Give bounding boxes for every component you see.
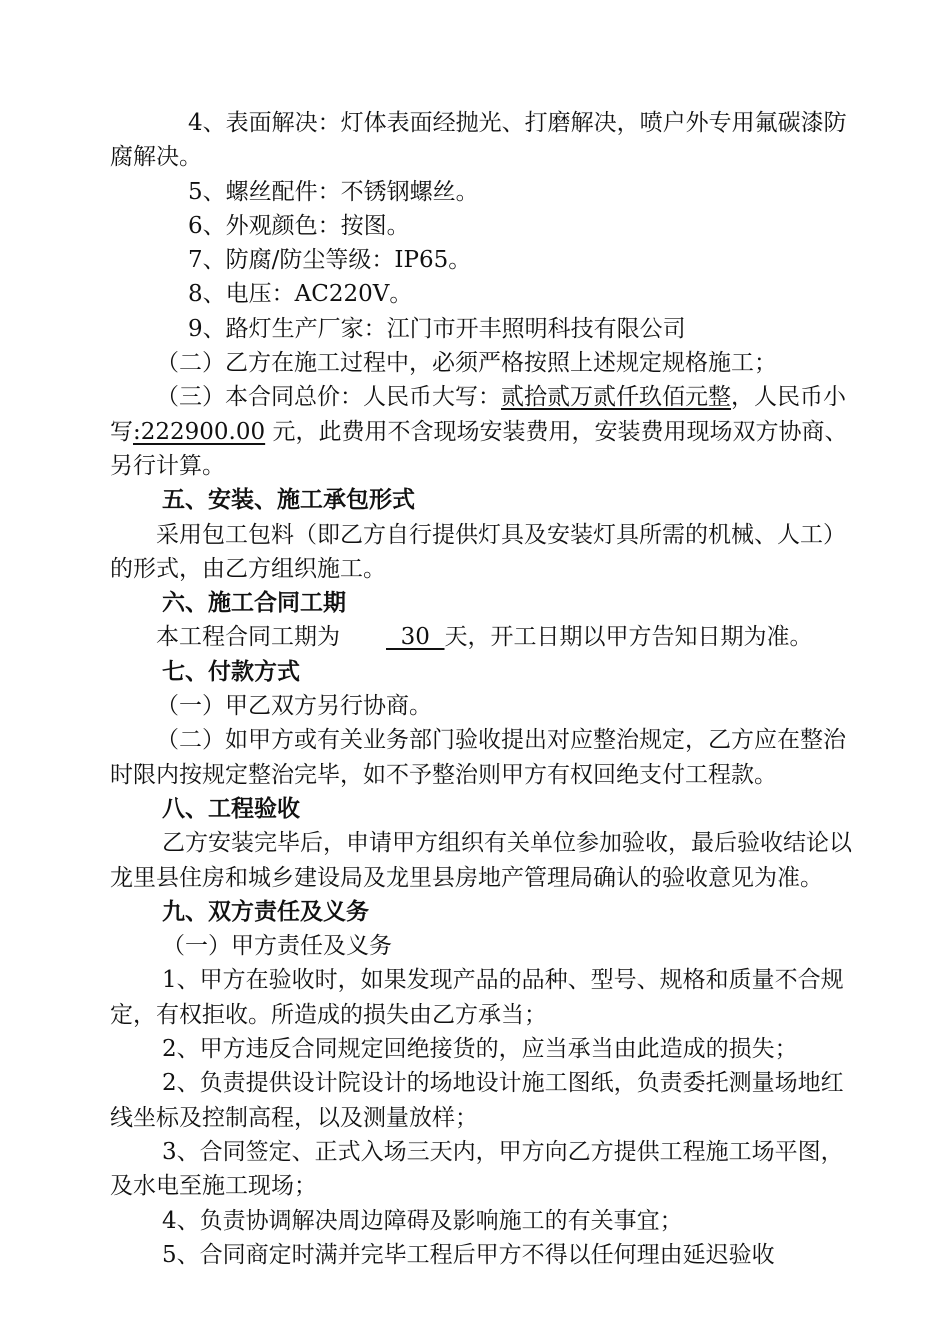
duration-suffix: 天，开工日期以甲方告知日期为准。 — [444, 624, 813, 651]
price-lowercase: :222900.00 — [133, 418, 266, 445]
section-8-body: 乙方安装完毕后，申请甲方组织有关单位参加验收，最后验收结论以龙里县住房和城乡建设局及龙里县房地产管理局确认的验收意见为准。 — [110, 830, 852, 891]
price-middle: ，人民币小写 — [110, 384, 846, 445]
price-uppercase: 贰拾贰万贰仟玖佰元整 — [501, 384, 731, 411]
duty-item: 5、合同商定时满并完毕工程后甲方不得以任何理由延迟验收 — [162, 1241, 775, 1268]
duty-item: 1、甲方在验收时，如果发现产品的品种、型号、规格和质量不合规定，有权拒收。所造成的损失由乙方承当； — [110, 967, 844, 1028]
duration-prefix: 本工程合同工期为 — [156, 624, 340, 651]
section-5-body: 采用包工包料（即乙方自行提供灯具及安装灯具所需的机械、人工）的形式，由乙方组织施工。 — [110, 521, 846, 582]
clause-2-construction: （二）乙方在施工过程中，必须严格按照上述规定规格施工； — [156, 350, 777, 377]
clause-3-total-price — [110, 380, 860, 483]
duration-days: 30 — [386, 624, 445, 651]
price-suffix: 元，此费用不含现场安装费用，安装费用现场双方协商、另行计算。 — [110, 418, 848, 479]
spec-item-8: 8、电压：AC220V。 — [188, 281, 413, 308]
duty-item: 2、负责提供设计院设计的场地设计施工图纸，负责委托测量场地红线坐标及控制高程，以及测量放样； — [110, 1070, 844, 1131]
spec-item-6: 6、外观颜色：按图。 — [188, 212, 410, 239]
duty-item: 2、甲方违反合同规定回绝接货的，应当承当由此造成的损失； — [162, 1036, 798, 1063]
spec-item-4: 4、表面解决：灯体表面经抛光、打磨解决，喷户外专用氟碳漆防腐解决。 — [110, 110, 847, 171]
duty-item: 3、合同签定、正式入场三天内，甲方向乙方提供工程施工场平图，及水电至施工现场； — [110, 1138, 844, 1200]
section-5-title: 五、安装、施工承包形式 — [162, 487, 415, 514]
price-prefix: （三）本合同总价：人民币大写： — [156, 384, 501, 411]
section-9-subtitle-party-a: （一）甲方责任及义务 — [162, 933, 392, 960]
contract-page — [110, 106, 860, 1272]
section-6-body — [110, 620, 860, 654]
section-7-clause-2: （二）如甲方或有关业务部门验收提出对应整治规定，乙方应在整治时限内按规定整治完毕，如不予整治则甲方有权回绝支付工程款。 — [110, 727, 846, 788]
section-8-title: 八、工程验收 — [162, 795, 300, 822]
spec-item-9: 9、路灯生产厂家：江门市开丰照明科技有限公司 — [188, 315, 686, 342]
duty-item: 4、负责协调解决周边障碍及影响施工的有关事宜； — [162, 1207, 683, 1234]
section-7-clause-1: （一）甲乙双方另行协商。 — [156, 693, 432, 720]
section-6-title: 六、施工合同工期 — [162, 590, 346, 617]
spec-item-7: 7、防腐/防尘等级：IP65。 — [188, 247, 472, 274]
spec-item-5: 5、螺丝配件：不锈钢螺丝。 — [188, 178, 479, 205]
section-7-title: 七、付款方式 — [162, 658, 300, 685]
section-9-title: 九、双方责任及义务 — [162, 898, 369, 925]
